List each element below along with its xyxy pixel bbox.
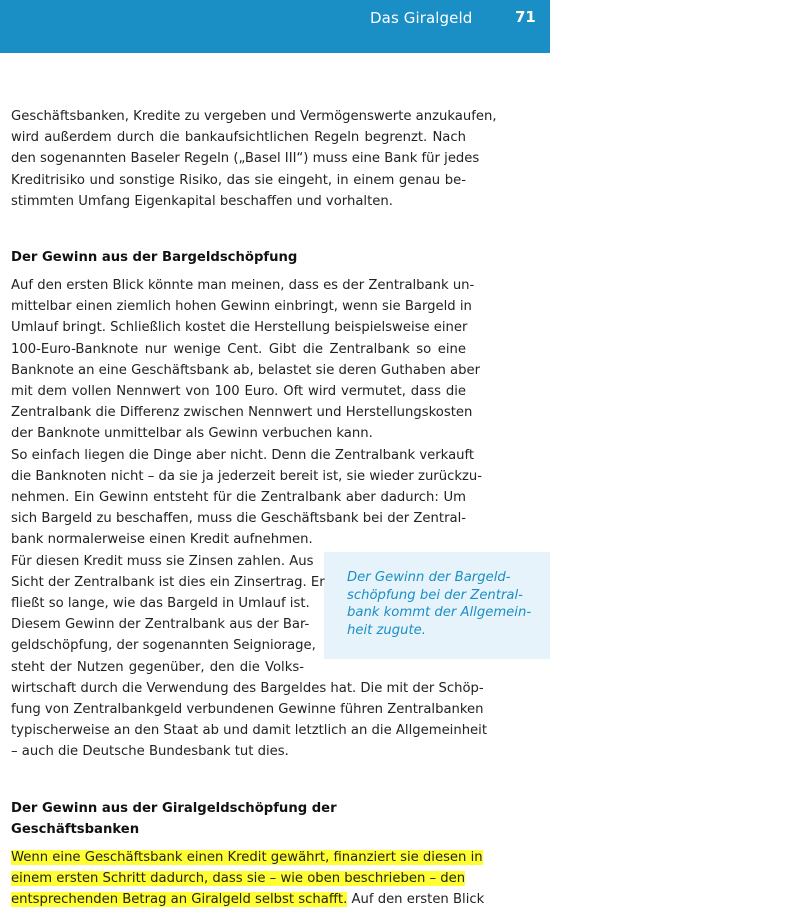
text-line: wird außerdem durch die bankaufsichtlichen Regeln begrenzt. Nach <box>11 130 466 146</box>
text-line: steht der Nutzen gegenüber, den die Volks- <box>11 659 304 675</box>
text-line: den sogenannten Baseler Regeln („Basel III“) muss eine Bank für jedes <box>11 151 480 167</box>
sidebar-quote-line: bank kommt der Allgemein- <box>347 605 532 621</box>
text-line: wirtschaft durch die Verwendung des Bargeldes hat. Die mit der Schöp- <box>11 680 484 696</box>
text-line: fung von Zentralbankgeld verbundenen Gewinne führen Zentralbanken <box>11 702 484 718</box>
text-line: die Banknoten nicht – da sie ja jederzeit bereit ist, sie wieder zurückzu- <box>11 468 483 484</box>
sidebar-quote-line: heit zugute. <box>347 622 426 638</box>
text-line: Zentralbank die Differenz zwischen Nennwert und Herstellungskosten <box>11 405 473 421</box>
text-line: Sicht der Zentralbank ist dies ein Zinsertrag. Er <box>11 574 325 590</box>
text-line: – auch die Deutsche Bundesbank tut dies. <box>11 744 289 760</box>
text-line: Auf den ersten Blick könnte man meinen, dass es der Zentralbank un- <box>11 278 475 294</box>
page-content <box>11 106 497 910</box>
section-heading-bargeld: Der Gewinn aus der Bargeldschöpfung <box>11 250 298 266</box>
highlighted-text: entsprechenden Betrag an Giralgeld selbst schafft. <box>11 892 348 908</box>
text-line: So einfach liegen die Dinge aber nicht. Denn die Zentralbank verkauft <box>11 447 475 463</box>
text-line: nehmen. Ein Gewinn entsteht für die Zentralbank aber dadurch: Um <box>11 490 466 506</box>
text-line: Banknote an eine Geschäftsbank ab, belastet sie deren Guthaben aber <box>11 362 480 378</box>
text-line: der Banknote unmittelbar als Gewinn verbuchen kann. <box>11 426 373 442</box>
text-line: bank normalerweise einen Kredit aufnehmen. <box>11 532 313 548</box>
text-line: mittelbar einen ziemlich hohen Gewinn einbringt, wenn sie Bargeld in <box>11 299 472 315</box>
text-line: typischerweise an den Staat ab und damit letztlich an die Allgemeinheit <box>11 723 488 739</box>
text-line: Kreditrisiko und sonstige Risiko, das sie eingeht, in einem genau be- <box>11 172 466 188</box>
text-line: Für diesen Kredit muss sie Zinsen zahlen. Aus <box>11 553 314 569</box>
section1-paragraph2 <box>11 445 483 551</box>
text-line <box>11 868 466 889</box>
text-line: fließt so lange, wie das Bargeld in Umlauf ist. <box>11 596 310 612</box>
text-line: 100-Euro-Banknote nur wenige Cent. Gibt die Zentralbank so eine <box>11 341 466 357</box>
trailing-text: Auf den ersten Blick <box>347 892 485 908</box>
text-line: geldschöpfung, der sogenannten Seigniorage, <box>11 638 316 654</box>
section1-paragraph3 <box>11 551 488 763</box>
section1-paragraph1 <box>11 275 480 445</box>
page-number: 71 <box>515 8 536 26</box>
page-header-bar <box>0 0 550 53</box>
text-line: stimmten Umfang Eigenkapital beschaffen und vorhalten. <box>11 193 393 209</box>
highlighted-text: einem ersten Schritt dadurch, dass sie – wie oben beschrieben – den <box>11 870 466 886</box>
text-line: mit dem vollen Nennwert von 100 Euro. Oft wird vermutet, dass die <box>11 384 466 400</box>
sidebar-quote-line: Der Gewinn der Bargeld- <box>347 570 511 585</box>
text-line: Umlauf bringt. Schließlich kostet die Herstellung beispielsweise einer <box>11 320 468 336</box>
text-line: Geschäftsbanken, Kredite zu vergeben und Vermögenswerte anzukaufen, <box>11 109 497 124</box>
text-line <box>11 847 483 868</box>
intro-paragraph <box>11 106 497 212</box>
section2-paragraph <box>11 847 485 910</box>
text-line: Diesem Gewinn der Zentralbank aus der Bar- <box>11 617 310 633</box>
highlighted-text: Wenn eine Geschäftsbank einen Kredit gewährt, finanziert sie diesen in <box>11 849 483 865</box>
text-line <box>11 889 485 910</box>
chapter-title: Das Giralgeld <box>370 9 473 27</box>
sidebar-quote-line: schöpfung bei der Zentral- <box>347 587 523 603</box>
text-line: sich Bargeld zu beschaffen, muss die Geschäftsbank bei der Zentral- <box>11 511 466 527</box>
section-heading-giralgeld: Der Gewinn aus der Giralgeldschöpfung der Geschäftsbanken <box>11 800 337 837</box>
